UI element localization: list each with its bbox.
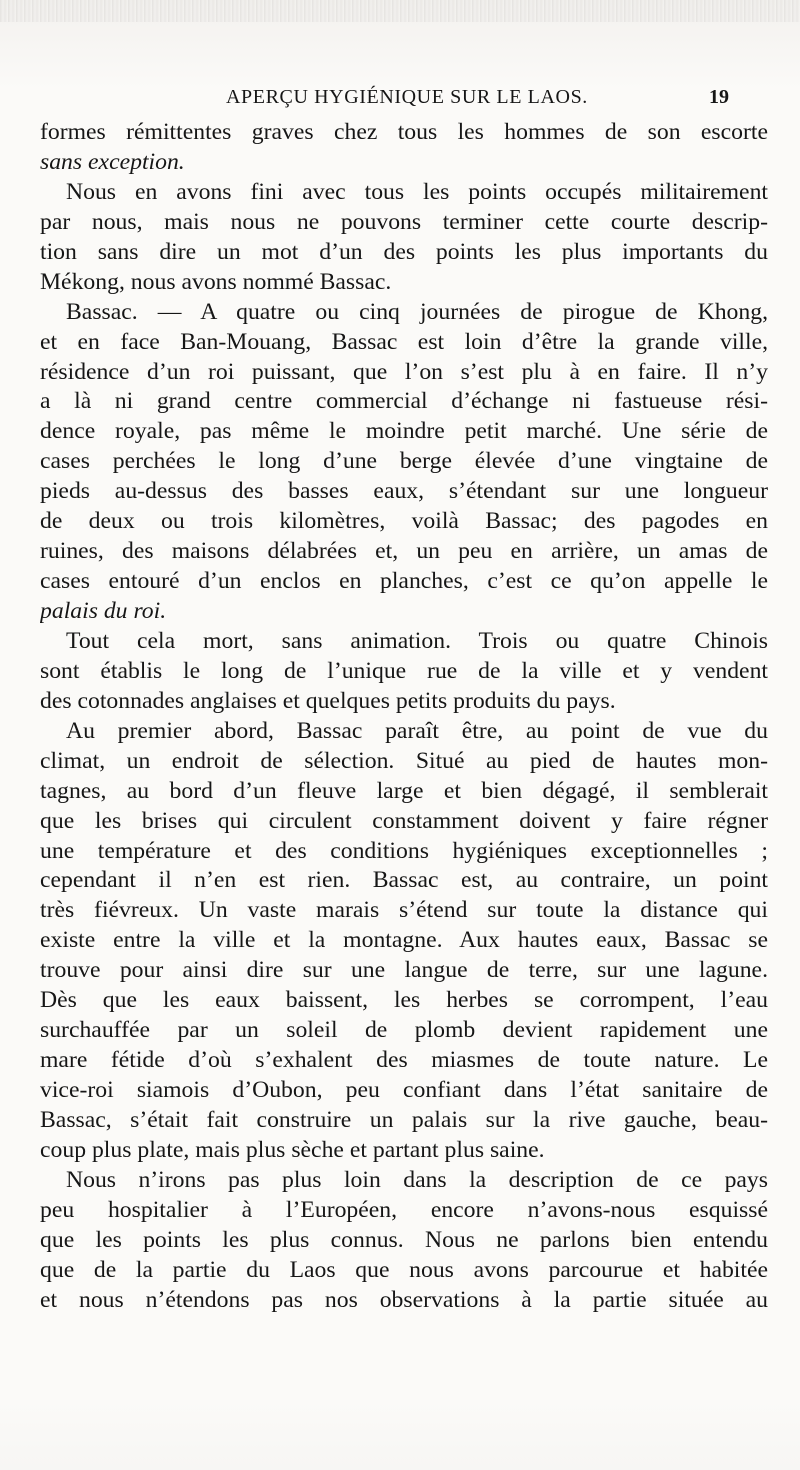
- text-line: coup plus plate, mais plus sèche et partant plus saine.: [40, 1136, 545, 1163]
- page-number: 19: [709, 86, 729, 108]
- text-line: Dès que les eaux baissent, les herbes se corrompent, l’eau: [40, 987, 768, 1014]
- scanned-page-edge: [0, 0, 800, 22]
- text-line: Nous n’irons pas plus loin dans la description de ce pays: [66, 1166, 768, 1193]
- text-line: des cotonnades anglaises et quelques petits produits du pays.: [40, 687, 616, 714]
- text-line: résidence d’un roi puissant, que l’on s’est plu à en faire. Il n’y: [40, 358, 768, 385]
- text-line: tagnes, au bord d’un fleuve large et bien dégagé, il semblerait: [40, 777, 768, 804]
- text-line: Tout cela mort, sans animation. Trois ou quatre Chinois: [66, 627, 768, 654]
- text-line: existe entre la ville et la montagne. Aux hautes eaux, Bassac se: [40, 927, 768, 954]
- text-line: formes rémittentes graves chez tous les hommes de son escorte: [40, 119, 768, 145]
- text-line: par nous, mais nous ne pouvons terminer cette courte descrip-: [40, 208, 768, 235]
- text-line: a là ni grand centre commercial d’échange ni fastueuse rési-: [40, 388, 768, 415]
- text-line: sont établis le long de l’unique rue de la ville et y vendent: [40, 657, 768, 684]
- text-line: mare fétide d’où s’exhalent des miasmes de toute nature. Le: [40, 1047, 768, 1074]
- text-line: dence royale, pas même le moindre petit marché. Une série de: [40, 418, 768, 445]
- text-line: que de la partie du Laos que nous avons parcourue et habitée: [40, 1256, 768, 1283]
- text-line: peu hospitalier à l’Européen, encore n’avons-nous esquissé: [40, 1196, 768, 1223]
- text-line: palais du roi.: [40, 598, 167, 624]
- page-header: [0, 86, 800, 116]
- text-line: climat, un endroit de sélection. Situé au pied de hautes mon-: [40, 747, 768, 774]
- text-line: et nous n’étendons pas nos observations à la partie située au: [40, 1286, 768, 1313]
- text-line: Mékong, nous avons nommé Bassac.: [40, 268, 392, 295]
- text-line: que les points les plus connus. Nous ne parlons bien entendu: [40, 1226, 768, 1253]
- text-line: une température et des conditions hygiéniques exceptionnelles ;: [40, 837, 768, 864]
- text-line: très fiévreux. Un vaste marais s’étend sur toute la distance qui: [40, 897, 768, 924]
- text-line: vice-roi siamois d’Oubon, peu confiant dans l’état sanitaire de: [40, 1077, 768, 1103]
- text-line: sans exception.: [40, 148, 185, 175]
- text-line: ruines, des maisons délabrées et, un peu en arrière, un amas de: [40, 538, 768, 565]
- text-line: cases entouré d’un enclos en planches, c’est ce qu’on appelle le: [40, 568, 768, 595]
- text-line: Bassac, s’était fait construire un palais sur la rive gauche, beau-: [40, 1106, 768, 1133]
- text-line: cependant il n’en est rien. Bassac est, au contraire, un point: [40, 867, 768, 894]
- running-title: APERÇU HYGIÉNIQUE SUR LE LAOS.: [226, 86, 588, 108]
- text-line: Nous en avons fini avec tous les points occupés militairement: [66, 178, 768, 205]
- text-line: cases perchées le long d’une berge élevée d’une vingtaine de: [40, 448, 768, 475]
- text-line: pieds au-dessus des basses eaux, s’étendant sur une longueur: [40, 478, 768, 505]
- body-text: [40, 118, 768, 1316]
- text-line: trouve pour ainsi dire sur une langue de terre, sur une lagune.: [40, 957, 768, 984]
- text-line: surchauffée par un soleil de plomb devient rapidement une: [40, 1017, 768, 1044]
- text-line: tion sans dire un mot d’un des points les plus importants du: [40, 238, 768, 265]
- text-line: et en face Ban-Mouang, Bassac est loin d’être la grande ville,: [40, 328, 768, 355]
- text-line: que les brises qui circulent constamment doivent y faire régner: [40, 807, 768, 834]
- text-line: de deux ou trois kilomètres, voilà Bassac; des pagodes en: [40, 508, 768, 535]
- text-line: Bassac. — A quatre ou cinq journées de pirogue de Khong,: [66, 298, 768, 325]
- text-line: Au premier abord, Bassac paraît être, au point de vue du: [66, 717, 768, 744]
